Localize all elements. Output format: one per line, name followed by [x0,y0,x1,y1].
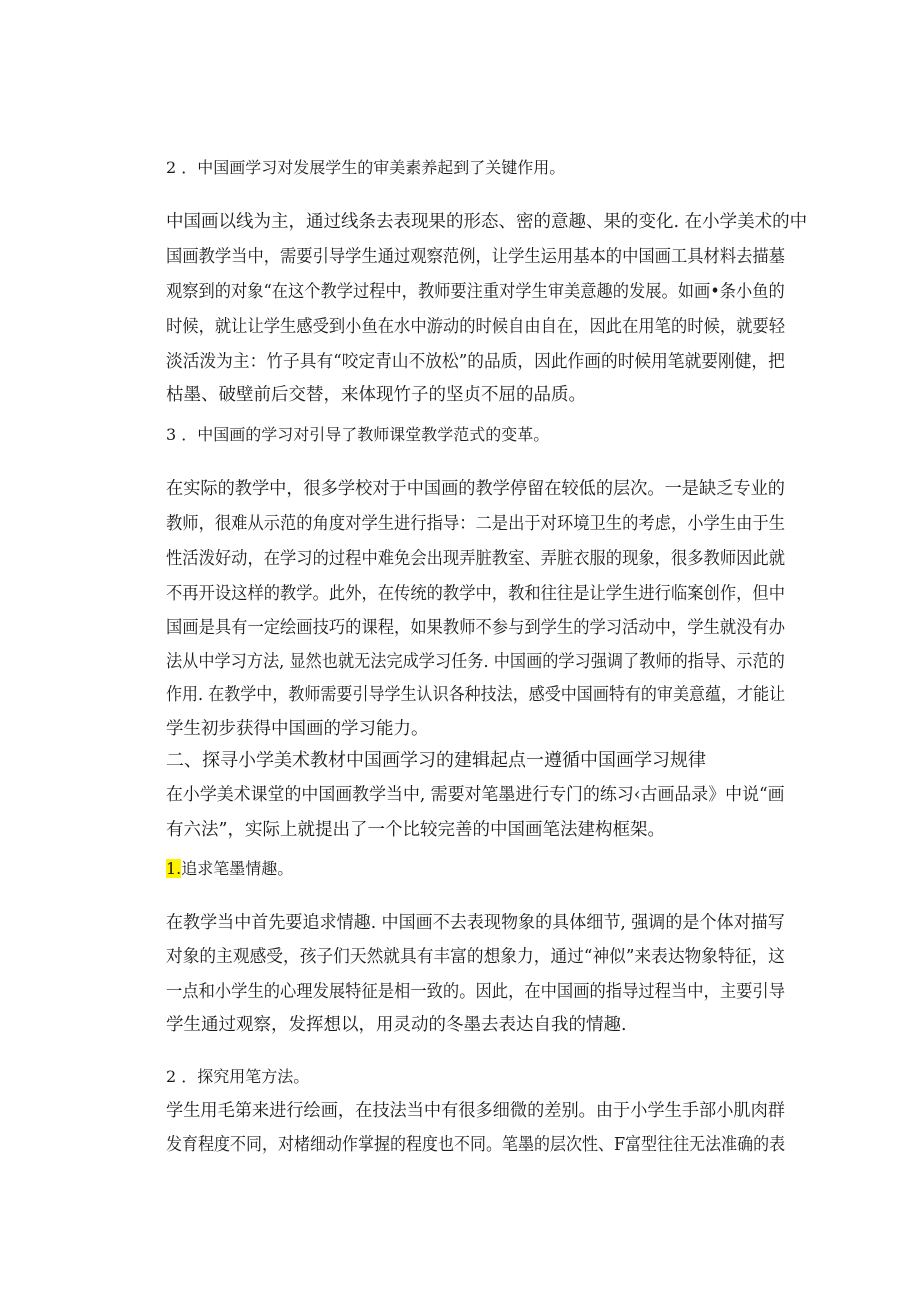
subsection-heading-2: 2 ．中国画学习对发展学生的审美素养起到了关键作用。 [166,158,566,177]
paragraph-line: 国画教学当中，需要引导学生通过观察范例，让学生运用基本的中国画工具材料去描墓 [166,247,785,267]
major-section-heading: 二、探寻小学美术教材中国画学习的建辑起点一遵循中国画学习规律 [166,750,706,771]
paragraph-line: 不再开设这样的教学。此外，在传统的教学中，教和往往是让学生进行临案创作，但中 [166,584,785,604]
highlighted-number: 1. [166,859,182,878]
paragraph-line: 学生初步获得中国画的学习能力。 [166,719,429,739]
paragraph-line: 法从中学习方法, 显然也就无法完成学习任务. 中国画的学习强调了教师的指导、示范的 [166,652,785,672]
paragraph-line: 学生用毛第来进行绘画，在技法当中有很多细微的差别。由于小学生手部小肌肉群 [166,1101,785,1121]
subsection-heading-text: 追求笔墨情趣。 [181,859,294,878]
paragraph-line: 观察到的对象“在这个教学过程中，教师要注重对学生审美意趣的发展。如画•条小鱼的 [166,282,785,302]
paragraph-line: 中国画以线为主，通过线条去表现果的形态、密的意趣、果的变化. 在小学美术的中 [166,212,808,232]
paragraph-line: 在实际的教学中，很多学校对于中国画的教学停留在较低的层次。一是缺乏专业的 [166,479,785,499]
paragraph-line: 一点和小学生的心理发展特征是相一致的。因此，在中国画的指导过程当中，主要引导 [166,982,785,1002]
paragraph-line: 性活泼好动，在学习的过程中难免会出现弄脏教室、弄脏衣服的现象，很多教师因此就 [166,549,785,569]
paragraph-line: 有六法”，实际上就提出了一个比较完善的中国画笔法建构框架。 [166,820,665,840]
subsection-heading-1b [166,857,293,881]
paragraph-line: 对象的主观感受，孩子们天然就具有丰富的想象力，通过“神似”来表达物象特征，这 [166,947,785,967]
paragraph-line: 在教学当中首先要追求情趣. 中国画不去表现物象的具体细节, 强调的是个体对描写 [166,913,785,933]
paragraph-line: 发育程度不同，对楮细动作掌握的程度也不同。笔墨的层次性、F富型往往无法准确的表 [166,1135,786,1155]
paragraph-line: 在小学美术课堂的中国画教学当中, 需要对笔墨进行专门的练习‹古画品录》中说“画 [166,785,785,805]
paragraph-line: 国画是具有一定绘画技巧的课程，如果教师不参与到学生的学习活动中，学生就没有办 [166,618,785,638]
subsection-heading-2b: 2 ．探究用笔方法。 [166,1067,310,1086]
paragraph-line: 作用. 在教学中，教师需要引导学生认识各种技法，感受中国画特有的审美意蕴，才能让 [166,685,786,705]
paragraph-line: 学生通过观察，发挥想以，用灵动的冬墨去表达自我的情趣. [166,1015,627,1035]
paragraph-line: 淡活泼为主：竹子具有“咬定青山不放松”的品质，因此作画的时候用笔就要刚健，把 [166,352,785,372]
paragraph-line: 时候，就让让学生感受到小鱼在水中游动的时候自由自在，因此在用笔的时候，就要轻 [166,317,785,337]
subsection-heading-3: 3 ．中国画的学习对引导了教师课堂教学范式的变革。 [166,425,550,444]
paragraph-line: 教师，很难从示范的角度对学生进行指导：二是出于对环境卫生的考虑，小学生由于生 [166,514,785,534]
paragraph-line: 枯墨、破壁前后交替，来体现竹子的坚贞不屈的品质。 [166,385,586,405]
